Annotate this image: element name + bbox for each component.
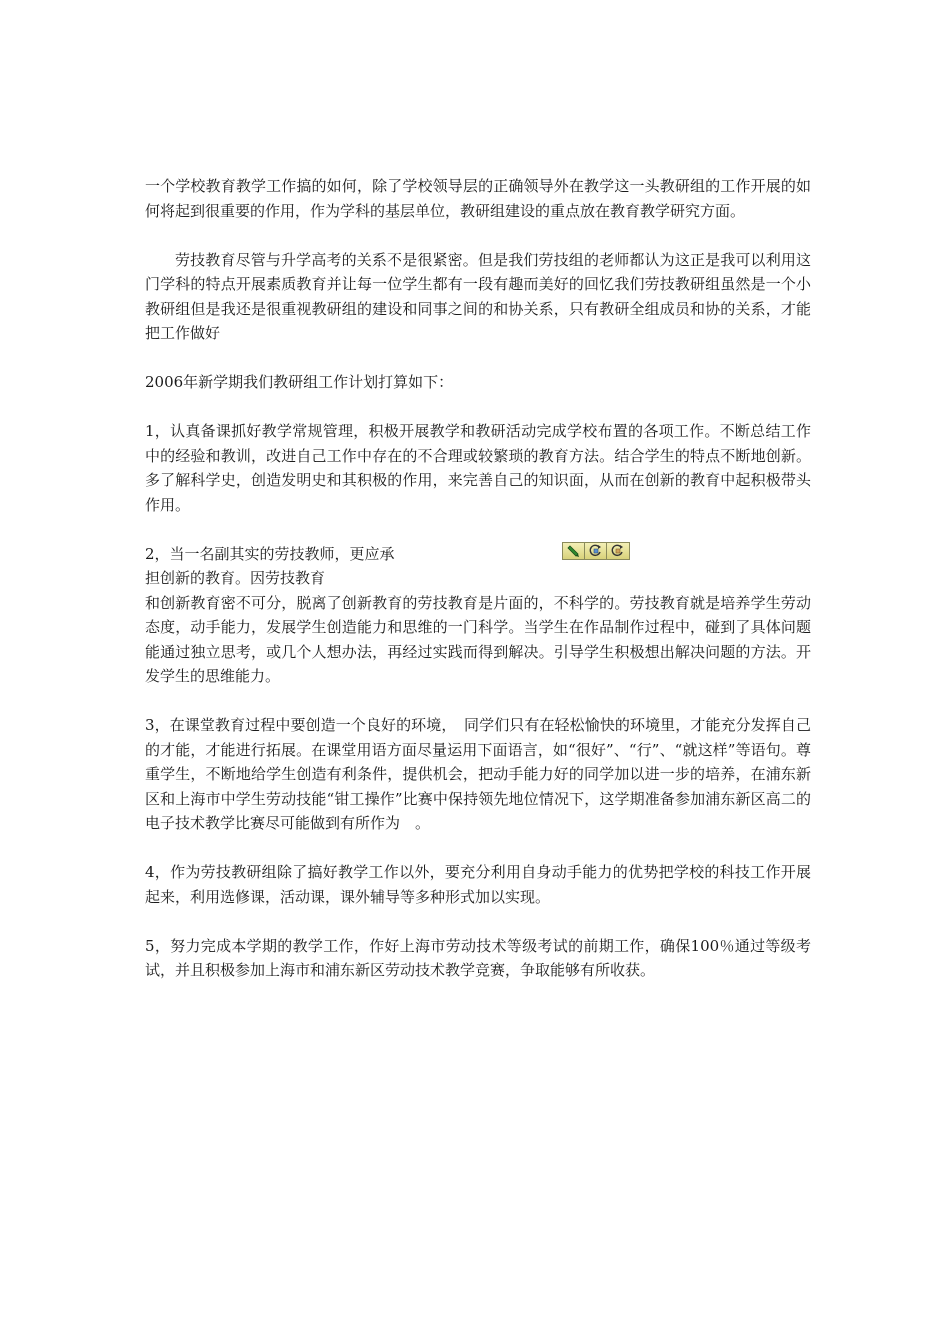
embedded-toolbar bbox=[562, 542, 630, 560]
paragraph-plan-heading: 2006年新学期我们教研组工作计划打算如下： bbox=[145, 373, 454, 391]
list-item-3: 3，在课堂教育过程中要创造一个良好的环境， 同学们只有在轻松愉快的环境里，才能充分发挥自己的才能，才能进行拓展。在课堂用语方面尽量运用下面语言，如“很好”、“行”、“就这样”等语句。尊重学生，不断地给学生创造有利条件，提供机会，把动手能力好的同学加以进一步的培养，在浦东新区和上海市中学生劳动技能“钳工操作”比赛中保持领先地位情况下，这学期准备参加浦东新区高二的电子技术教学比赛尽可能做到有所作为 。 bbox=[145, 716, 811, 832]
document-body bbox=[145, 174, 811, 983]
list-item-2-lead: 2，当一名副其实的劳技教师，更应承担创新的教育。因劳技教育 bbox=[145, 544, 395, 587]
list-item-4: 4，作为劳技教研组除了搞好教学工作以外，要充分利用自身动手能力的优势把学校的科技工作开展起来，利用选修课，活动课，课外辅导等多种形式加以实现。 bbox=[145, 863, 811, 906]
list-item-5: 5，努力完成本学期的教学工作，作好上海市劳动技术等级考试的前期工作，确保100％通过等级考试，并且积极参加上海市和浦东新区劳动技术教学竞赛，争取能够有所收获。 bbox=[145, 936, 811, 979]
pin-icon[interactable] bbox=[563, 543, 585, 559]
list-item-2-rest: 和创新教育密不可分，脱离了创新教育的劳技教育是片面的，不科学的。劳技教育就是培养学生劳动态度，动手能力，发展学生创造能力和思维的一门科学。当学生在作品制作过程中，碰到了具体问题能通过独立思考，或几个人想办法，再经过实践而得到解决。引导学生积极想出解决问题的方法。开发学生的思维能力。 bbox=[145, 593, 811, 685]
paragraph-labor-education: 劳技教育尽管与升学高考的关系不是很紧密。但是我们劳技组的老师都认为这正是我可以利用这门学科的特点开展素质教育并让每一位学生都有一段有趣而美好的回忆我们劳技教研组虽然是一个小教研组但是我还是很重视教研组的建设和同事之间的和协关系，只有教研全组成员和协的关系，才能把工作做好 bbox=[145, 250, 811, 342]
list-item-2-top bbox=[145, 542, 811, 591]
refresh-icon[interactable] bbox=[607, 543, 629, 559]
list-item-2 bbox=[145, 542, 811, 689]
list-item-1: 1，认真备课抓好教学常规管理，积极开展教学和教研活动完成学校布置的各项工作。不断总结工作中的经验和教训，改进自己工作中存在的不合理或较繁琐的教育方法。结合学生的特点不断地创新。多了解科学史，创造发明史和其积极的作用，来完善自己的知识面，从而在创新的教育中起积极带头作用。 bbox=[145, 422, 811, 514]
paragraph-intro: 一个学校教育教学工作搞的如何，除了学校领导层的正确领导外在教学这一头教研组的工作开展的如何将起到很重要的作用，作为学科的基层单位，教研组建设的重点放在教育教学研究方面。 bbox=[145, 177, 811, 220]
refresh-icon[interactable] bbox=[585, 543, 607, 559]
